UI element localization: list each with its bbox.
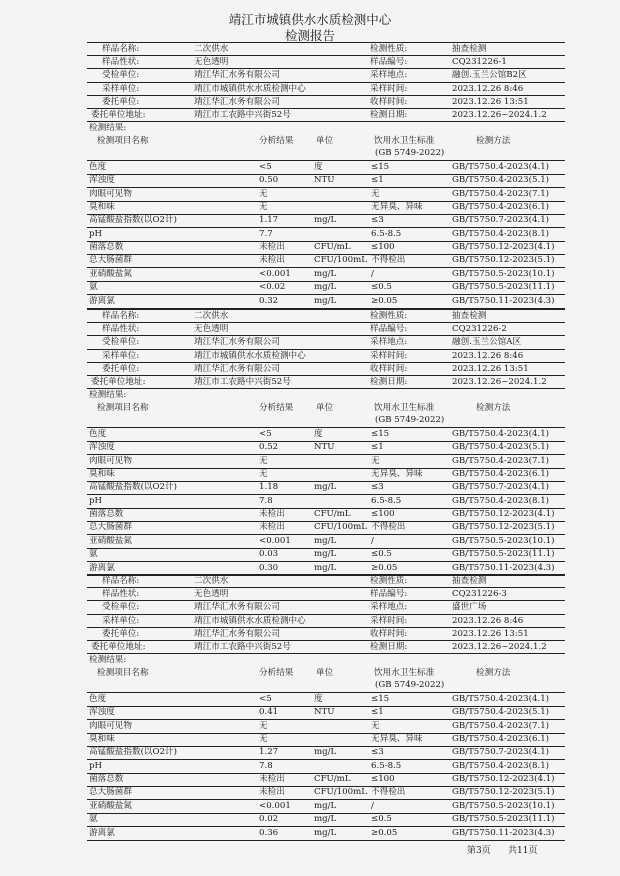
result-value: 0.02: [259, 814, 279, 825]
info-value-sample-property: 无色透明: [194, 589, 229, 600]
result-standard: ≤15: [371, 162, 390, 172]
info-value-client: 靖江华汇水务有限公司: [194, 70, 280, 81]
result-standard: 不得检出: [371, 522, 406, 533]
result-standard: 无异臭、异味: [371, 202, 423, 213]
info-value-commissioner-addr: 靖江市工农路中兴街52号: [194, 110, 291, 120]
result-standard: 6.5-8.5: [371, 760, 402, 771]
result-unit: mg/L: [314, 535, 337, 546]
result-item-name: pH: [89, 228, 102, 239]
info-label-sample-name: 样品名称:: [102, 44, 140, 54]
info-value-sample-no: CQ231226-1: [452, 57, 507, 68]
result-unit: 度: [314, 694, 323, 704]
result-method: GB/T5750.11-2023(4.3): [452, 827, 555, 838]
info-label-client: 受检单位:: [102, 337, 140, 348]
col-header-standard-code: (GB 5749-2022): [375, 415, 445, 425]
info-row-rule: [87, 600, 565, 601]
result-value: 0.30: [259, 562, 279, 573]
col-header-result: 分析结果: [259, 136, 294, 146]
report-subtitle: 检测报告: [284, 28, 335, 43]
result-standard: /: [371, 268, 374, 279]
result-method: GB/T5750.4-2023(7.1): [452, 455, 550, 466]
col-header-unit: 单位: [316, 668, 334, 678]
result-item-name: 总大肠菌群: [89, 522, 132, 533]
result-value: <5: [259, 162, 272, 172]
info-label-commissioner: 委托单位:: [102, 96, 140, 107]
result-value: 无: [259, 188, 268, 199]
info-label-sample-time: 采样时间:: [370, 350, 408, 361]
result-item-name: 氨: [89, 282, 98, 293]
result-unit: CFU/100mL: [314, 255, 367, 266]
result-method: GB/T5750.4-2023(5.1): [452, 707, 550, 718]
info-value-sample-property: 无色透明: [194, 57, 229, 68]
info-label-commissioner-addr: 委托单位地址:: [91, 377, 146, 387]
result-item-name: 臭和味: [89, 734, 115, 745]
result-value: 1.17: [259, 215, 279, 226]
result-value: 0.32: [259, 295, 279, 306]
info-label-commissioner: 委托单位:: [102, 628, 140, 639]
info-label-test-date: 检测日期:: [370, 110, 408, 120]
result-method: GB/T5750.4-2023(6.1): [452, 202, 550, 213]
report-org-title: 靖江市城镇供水水质检测中心: [228, 12, 392, 27]
result-unit: CFU/mL: [314, 509, 351, 520]
result-item-name: 臭和味: [89, 469, 115, 480]
result-method: GB/T5750.4-2023(5.1): [452, 442, 550, 453]
result-value: 未检出: [259, 774, 285, 785]
result-method: GB/T5750.7-2023(4.1): [452, 747, 550, 758]
info-label-receive-time: 收样时间:: [370, 628, 408, 639]
result-method: GB/T5750.4-2023(7.1): [452, 188, 550, 199]
result-item-name: 臭和味: [89, 202, 115, 213]
info-bottom-rule: [87, 388, 565, 389]
result-standard: 不得检出: [371, 255, 406, 266]
result-unit: NTU: [314, 707, 335, 718]
result-item-name: 高锰酸盐指数(以O2计): [89, 482, 177, 493]
info-label-sample-property: 样品性状:: [102, 57, 140, 68]
info-label-sampler: 采样单位:: [102, 83, 140, 94]
info-value-sample-name: 二次供水: [194, 44, 229, 54]
result-standard: /: [371, 535, 374, 546]
result-unit: mg/L: [314, 800, 337, 811]
result-standard: ≤15: [371, 694, 390, 704]
info-label-sample-site: 采样地点:: [370, 70, 408, 81]
info-value-sample-no: CQ231226-3: [452, 589, 507, 600]
result-value: <0.02: [259, 282, 286, 293]
result-method: GB/T5750.5-2023(10.1): [452, 535, 555, 546]
result-item-name: 肉眼可见物: [89, 720, 132, 731]
info-label-sample-no: 样品编号:: [370, 589, 408, 600]
col-header-standard: 饮用水卫生标准: [374, 136, 435, 146]
info-value-test-date: 2023.12.26~2024.1.2: [452, 642, 547, 652]
result-item-name: 色度: [89, 694, 107, 704]
result-method: GB/T5750.4-2023(8.1): [452, 495, 550, 506]
info-value-receive-time: 2023.12.26 13:51: [452, 96, 529, 107]
col-header-item: 检测项目名称: [97, 668, 149, 678]
result-item-name: 菌落总数: [89, 242, 124, 253]
info-label-commissioner-addr: 委托单位地址:: [91, 110, 146, 120]
result-item-name: 浑浊度: [89, 175, 115, 186]
result-item-name: 色度: [89, 429, 107, 439]
result-unit: mg/L: [314, 215, 337, 226]
results-label: 检测结果:: [89, 655, 127, 665]
result-item-name: 亚硝酸盐氮: [89, 268, 132, 279]
result-unit: CFU/mL: [314, 774, 351, 785]
result-standard: ≤100: [371, 242, 395, 253]
result-value: 1.18: [259, 482, 279, 493]
info-value-client: 靖江华汇水务有限公司: [194, 337, 280, 348]
col-header-method: 检测方法: [476, 136, 511, 146]
result-standard: 无: [371, 455, 380, 466]
col-header-standard: 饮用水卫生标准: [374, 403, 435, 413]
info-value-test-nature: 抽查检测: [452, 311, 487, 321]
result-value: 无: [259, 720, 268, 731]
result-standard: ≥0.05: [371, 827, 398, 838]
info-value-sample-name: 二次供水: [194, 576, 229, 586]
result-unit: 度: [314, 429, 323, 439]
result-item-name: 菌落总数: [89, 509, 124, 520]
info-value-test-date: 2023.12.26~2024.1.2: [452, 377, 547, 387]
col-header-method: 检测方法: [476, 403, 511, 413]
result-value: 未检出: [259, 255, 285, 266]
info-value-sampler: 靖江市城镇供水水质检测中心: [194, 615, 306, 626]
info-value-commissioner: 靖江华汇水务有限公司: [194, 363, 280, 374]
result-method: GB/T5750.4-2023(4.1): [452, 162, 550, 172]
info-label-receive-time: 收样时间:: [370, 96, 408, 107]
result-method: GB/T5750.12-2023(4.1): [452, 509, 555, 520]
result-item-name: 游离氯: [89, 827, 115, 838]
col-header-standard-code: (GB 5749-2022): [375, 680, 445, 690]
page-total: 共11页: [508, 846, 538, 856]
col-header-item: 检测项目名称: [97, 136, 149, 146]
result-method: GB/T5750.11-2023(4.3): [452, 295, 555, 306]
section-top-rule: [87, 574, 565, 575]
info-value-test-nature: 抽查检测: [452, 44, 487, 54]
result-method: GB/T5750.4-2023(4.1): [452, 694, 550, 704]
result-standard: ≤3: [371, 747, 384, 758]
result-unit: mg/L: [314, 562, 337, 573]
result-method: GB/T5750.5-2023(10.1): [452, 268, 555, 279]
result-item-name: 高锰酸盐指数(以O2计): [89, 215, 177, 226]
info-label-sample-site: 采样地点:: [370, 337, 408, 348]
col-header-method: 检测方法: [476, 668, 511, 678]
col-header-unit: 单位: [316, 403, 334, 413]
section-top-rule: [87, 309, 565, 310]
info-label-test-nature: 检测性质:: [370, 576, 408, 586]
result-value: 无: [259, 202, 268, 213]
result-item-name: 亚硝酸盐氮: [89, 535, 132, 546]
result-method: GB/T5750.12-2023(5.1): [452, 522, 555, 533]
info-value-sample-time: 2023.12.26 8:46: [452, 83, 524, 94]
result-standard: ≥0.05: [371, 295, 398, 306]
result-method: GB/T5750.12-2023(4.1): [452, 242, 555, 253]
result-value: <0.001: [259, 535, 291, 546]
result-value: <5: [259, 429, 272, 439]
col-header-result: 分析结果: [259, 403, 294, 413]
result-standard: ≤1: [371, 707, 384, 718]
result-method: GB/T5750.11-2023(4.3): [452, 562, 555, 573]
info-label-test-date: 检测日期:: [370, 377, 408, 387]
info-value-sample-time: 2023.12.26 8:46: [452, 615, 524, 626]
info-label-test-date: 检测日期:: [370, 642, 408, 652]
result-standard: 6.5-8.5: [371, 495, 402, 506]
result-unit: mg/L: [314, 814, 337, 825]
info-label-sample-name: 样品名称:: [102, 311, 140, 321]
result-value: 7.7: [259, 228, 273, 239]
result-value: 无: [259, 455, 268, 466]
info-value-receive-time: 2023.12.26 13:51: [452, 363, 529, 374]
result-standard: ≤3: [371, 215, 384, 226]
result-item-name: 总大肠菌群: [89, 787, 132, 798]
result-item-name: 游离氯: [89, 295, 115, 306]
page-number: 第3页: [467, 846, 491, 856]
result-standard: 无异臭、异味: [371, 734, 423, 745]
result-value: 无: [259, 469, 268, 480]
result-method: GB/T5750.12-2023(5.1): [452, 787, 555, 798]
result-method: GB/T5750.4-2023(8.1): [452, 228, 550, 239]
result-standard: 无: [371, 720, 380, 731]
result-unit: mg/L: [314, 295, 337, 306]
result-item-name: 肉眼可见物: [89, 455, 132, 466]
info-value-commissioner-addr: 靖江市工农路中兴街52号: [194, 377, 291, 387]
result-standard: /: [371, 800, 374, 811]
result-unit: mg/L: [314, 268, 337, 279]
result-unit: mg/L: [314, 549, 337, 560]
result-method: GB/T5750.7-2023(4.1): [452, 215, 550, 226]
result-item-name: 氨: [89, 814, 98, 825]
info-label-sampler: 采样单位:: [102, 615, 140, 626]
result-method: GB/T5750.5-2023(11.1): [452, 549, 555, 560]
info-label-sample-property: 样品性状:: [102, 589, 140, 600]
col-header-result: 分析结果: [259, 668, 294, 678]
info-value-sample-time: 2023.12.26 8:46: [452, 350, 524, 361]
result-value: 7.8: [259, 495, 273, 506]
col-header-unit: 单位: [316, 136, 334, 146]
section-top-rule: [87, 42, 565, 43]
result-standard: 不得检出: [371, 787, 406, 798]
result-standard: 无异臭、异味: [371, 469, 423, 480]
info-label-commissioner: 委托单位:: [102, 363, 140, 374]
result-value: 0.52: [259, 442, 279, 453]
result-standard: 无: [371, 188, 380, 199]
result-method: GB/T5750.4-2023(4.1): [452, 429, 550, 439]
result-row-rule: [87, 840, 565, 841]
result-item-name: 肉眼可见物: [89, 188, 132, 199]
result-item-name: 菌落总数: [89, 774, 124, 785]
info-value-test-nature: 抽查检测: [452, 576, 487, 586]
result-method: GB/T5750.5-2023(11.1): [452, 282, 555, 293]
result-standard: ≤3: [371, 482, 384, 493]
info-label-sample-time: 采样时间:: [370, 83, 408, 94]
result-unit: mg/L: [314, 827, 337, 838]
result-standard: ≥0.05: [371, 562, 398, 573]
info-label-test-nature: 检测性质:: [370, 44, 408, 54]
col-header-item: 检测项目名称: [97, 403, 149, 413]
result-method: GB/T5750.5-2023(10.1): [452, 800, 555, 811]
info-label-sample-no: 样品编号:: [370, 324, 408, 335]
result-method: GB/T5750.4-2023(7.1): [452, 720, 550, 731]
info-label-sample-time: 采样时间:: [370, 615, 408, 626]
result-value: 7.8: [259, 760, 273, 771]
result-value: 0.50: [259, 175, 279, 186]
result-value: 未检出: [259, 787, 285, 798]
result-method: GB/T5750.4-2023(8.1): [452, 760, 550, 771]
result-item-name: 游离氯: [89, 562, 115, 573]
info-value-client: 靖江华汇水务有限公司: [194, 602, 280, 613]
result-item-name: 浑浊度: [89, 707, 115, 718]
result-item-name: 浑浊度: [89, 442, 115, 453]
result-method: GB/T5750.5-2023(11.1): [452, 814, 555, 825]
result-value: <5: [259, 694, 272, 704]
info-value-sample-property: 无色透明: [194, 324, 229, 335]
info-value-commissioner: 靖江华汇水务有限公司: [194, 96, 280, 107]
info-label-client: 受检单位:: [102, 70, 140, 81]
result-item-name: 总大肠菌群: [89, 255, 132, 266]
info-label-receive-time: 收样时间:: [370, 363, 408, 374]
result-method: GB/T5750.12-2023(4.1): [452, 774, 555, 785]
results-label: 检测结果:: [89, 390, 127, 400]
result-item-name: 氨: [89, 549, 98, 560]
result-standard: ≤0.5: [371, 814, 392, 825]
result-unit: mg/L: [314, 747, 337, 758]
result-method: GB/T5750.4-2023(6.1): [452, 469, 550, 480]
result-value: 未检出: [259, 509, 285, 520]
info-value-sample-site: 融创.玉兰公馆A区: [452, 337, 522, 348]
result-standard: ≤0.5: [371, 282, 392, 293]
result-unit: NTU: [314, 442, 335, 453]
result-item-name: 亚硝酸盐氮: [89, 800, 132, 811]
col-header-standard: 饮用水卫生标准: [374, 668, 435, 678]
info-label-sampler: 采样单位:: [102, 350, 140, 361]
info-value-test-date: 2023.12.26~2024.1.2: [452, 110, 547, 120]
result-item-name: pH: [89, 495, 102, 506]
info-value-sampler: 靖江市城镇供水水质检测中心: [194, 350, 306, 361]
info-value-commissioner-addr: 靖江市工农路中兴街52号: [194, 642, 291, 652]
result-unit: 度: [314, 162, 323, 172]
info-label-commissioner-addr: 委托单位地址:: [91, 642, 146, 652]
result-value: <0.001: [259, 800, 291, 811]
result-unit: CFU/100mL: [314, 787, 367, 798]
info-bottom-rule: [87, 121, 565, 122]
info-value-sample-site: 盛世广场: [452, 602, 487, 613]
col-header-standard-code: (GB 5749-2022): [375, 148, 445, 158]
result-unit: mg/L: [314, 482, 337, 493]
info-value-sample-name: 二次供水: [194, 311, 229, 321]
info-value-sample-no: CQ231226-2: [452, 324, 507, 335]
result-standard: ≤100: [371, 509, 395, 520]
result-unit: mg/L: [314, 282, 337, 293]
result-value: <0.001: [259, 268, 291, 279]
result-unit: NTU: [314, 175, 335, 186]
result-value: 0.03: [259, 549, 279, 560]
result-standard: ≤100: [371, 774, 395, 785]
result-method: GB/T5750.7-2023(4.1): [452, 482, 550, 493]
info-label-test-nature: 检测性质:: [370, 311, 408, 321]
result-item-name: 高锰酸盐指数(以O2计): [89, 747, 177, 758]
result-standard: ≤0.5: [371, 549, 392, 560]
result-value: 0.36: [259, 827, 279, 838]
info-bottom-rule: [87, 653, 565, 654]
result-method: GB/T5750.4-2023(5.1): [452, 175, 550, 186]
result-method: GB/T5750.12-2023(5.1): [452, 255, 555, 266]
result-value: 未检出: [259, 522, 285, 533]
info-label-sample-no: 样品编号:: [370, 57, 408, 68]
result-unit: CFU/100mL: [314, 522, 367, 533]
result-standard: ≤1: [371, 175, 384, 186]
result-value: 无: [259, 734, 268, 745]
info-value-sample-site: 融创.玉兰公馆B2区: [452, 70, 527, 81]
info-label-sample-property: 样品性状:: [102, 324, 140, 335]
result-value: 0.41: [259, 707, 279, 718]
info-value-commissioner: 靖江华汇水务有限公司: [194, 628, 280, 639]
result-item-name: pH: [89, 760, 102, 771]
result-standard: ≤1: [371, 442, 384, 453]
result-standard: 6.5-8.5: [371, 228, 402, 239]
results-label: 检测结果:: [89, 123, 127, 133]
info-label-sample-name: 样品名称:: [102, 576, 140, 586]
info-value-receive-time: 2023.12.26 13:51: [452, 628, 529, 639]
result-method: GB/T5750.4-2023(6.1): [452, 734, 550, 745]
result-standard: ≤15: [371, 429, 390, 439]
result-unit: CFU/mL: [314, 242, 351, 253]
result-value: 未检出: [259, 242, 285, 253]
info-label-sample-site: 采样地点:: [370, 602, 408, 613]
info-value-sampler: 靖江市城镇供水水质检测中心: [194, 83, 306, 94]
info-label-client: 受检单位:: [102, 602, 140, 613]
result-item-name: 色度: [89, 162, 107, 172]
result-value: 1.27: [259, 747, 279, 758]
